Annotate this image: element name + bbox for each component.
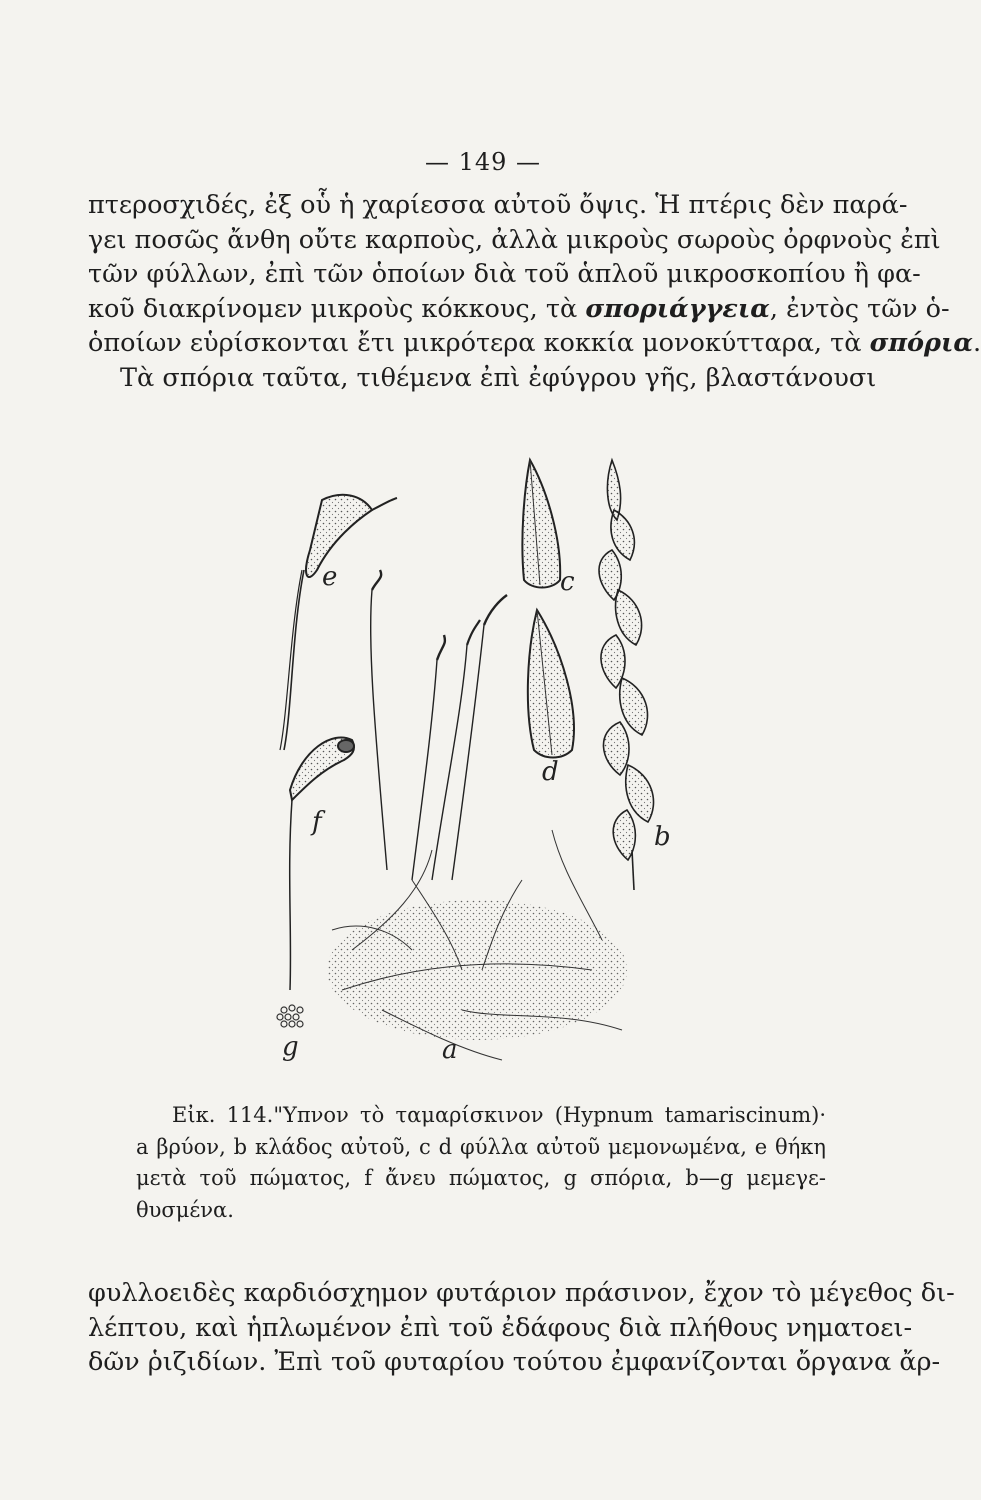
spores <box>277 1005 303 1027</box>
moss-branch <box>599 460 654 890</box>
caption-line: a βρύον, b κλάδος αὐτοῦ, c d φύλλα αὐτοῦ μεμονωμένα, e θήκη <box>136 1134 826 1159</box>
moss-drawing <box>262 450 702 1090</box>
text-line: φυλλοειδὲς καρδιόσχημον φυτάριον πράσινον, ἔχον τὸ μέγεθος δι- <box>88 1278 955 1308</box>
bottom-paragraph <box>88 1276 955 1380</box>
term-sporangia: σποριάγγεια <box>585 293 770 324</box>
figure-caption <box>136 1100 826 1226</box>
label-b: b <box>654 822 671 852</box>
text-line: δῶν ῥιζιδίων. Ἐπὶ τοῦ φυταρίου τούτου ἐμφανίζονται ὄργανα ἄρ- <box>88 1347 941 1378</box>
label-g: g <box>282 1032 299 1062</box>
text-line: γει ποσῶς ἄνθη οὔτε καρποὺς, ἀλλὰ μικροὺς σωροὺς ὀρφνοὺς ἐπὶ <box>88 224 941 255</box>
leaf-d <box>528 610 574 758</box>
text-line: Τὰ σπόρια ταῦτα, τιθέμενα ἐπὶ ἐφύγρου γῆς, βλαστάνουσι <box>120 362 877 393</box>
label-f: f <box>312 807 322 837</box>
text-line-sporangia <box>88 292 950 327</box>
text-line: λέπτου, καὶ ἡπλωμένον ἐπὶ τοῦ ἐδάφους διὰ πλήθους νηματοει- <box>88 1312 913 1343</box>
text-line-end: , ἐντὸς τῶν ὁ- <box>769 293 950 324</box>
caption-line: Εἰκ. 114."Υπνον τὸ ταμαρίσκινον (Hypnum tamariscinum)· <box>172 1103 826 1127</box>
leaf-c <box>522 460 560 588</box>
label-c: c <box>560 567 575 597</box>
caption-line: μετὰ τοῦ πώματος, f ἄνευ πώματος, g σπόρια, b—g μεμεγε- <box>136 1166 826 1190</box>
text-line-start: κοῦ διακρίνομεν μικροὺς κόκκους, τὰ <box>88 293 586 324</box>
text-line-start: ὁποίων εὑρίσκονται ἔτι μικρότερα κοκκία μονοκύτταρα, τὰ <box>88 328 870 359</box>
page-number: — 149 — <box>424 148 542 176</box>
text-line: πτεροσχιδές, ἐξ οὗ ἡ χαρίεσσα αὐτοῦ ὄψις. Ἡ πτέρις δὲν παρά- <box>88 190 908 220</box>
top-paragraph <box>88 188 981 396</box>
label-d: d <box>542 757 559 787</box>
text-line-end: . <box>972 328 981 359</box>
moss-tuft <box>327 830 627 1060</box>
moss-illustration <box>262 450 702 1090</box>
text-line: τῶν φύλλων, ἐπὶ τῶν ὁποίων διὰ τοῦ ἁπλοῦ μικροσκοπίου ἢ φα- <box>88 259 921 290</box>
label-e-left: e <box>322 562 338 592</box>
capsule-with-lid <box>280 495 397 750</box>
text-line-sporia <box>88 326 981 361</box>
term-sporia: σπόρια <box>869 328 973 359</box>
caption-line: θυσμένα. <box>136 1197 234 1222</box>
moss-setae <box>371 570 507 880</box>
label-a: a <box>442 1035 458 1065</box>
